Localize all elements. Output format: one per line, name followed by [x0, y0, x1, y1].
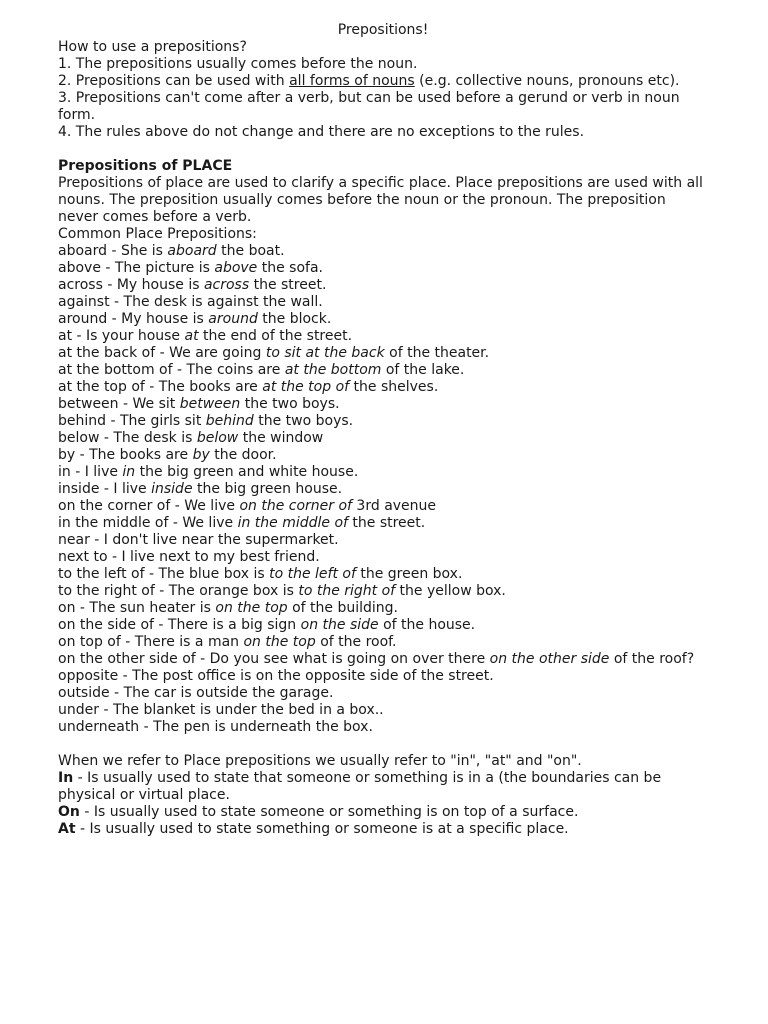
- list-item-text: on the corner of - We live: [58, 498, 240, 514]
- list-item-text-end: of the house.: [378, 617, 476, 633]
- list-item-emphasis: to sit at the back: [265, 345, 385, 361]
- list-item-emphasis: on the corner of: [239, 498, 352, 514]
- list-item-text-end: of the lake.: [381, 362, 465, 378]
- list-item: [58, 464, 708, 481]
- list-item-emphasis: on the other side: [489, 651, 610, 667]
- summary-on: [58, 804, 708, 821]
- list-item: [58, 532, 708, 549]
- list-item-emphasis: around: [208, 311, 258, 327]
- list-item-text: in the middle of - We live: [58, 515, 238, 531]
- list-item-emphasis: behind: [205, 413, 254, 429]
- list-item-text: under - The blanket is under the bed in a box..: [58, 702, 384, 718]
- list-item-text: next to - I live next to my best friend.: [58, 549, 320, 565]
- document-page: [58, 22, 708, 838]
- list-item-text-end: the end of the street.: [198, 328, 353, 344]
- list-item-text: on top of - There is a man: [58, 634, 244, 650]
- summary-in: [58, 770, 708, 804]
- list-item: [58, 413, 708, 430]
- list-item-emphasis: in the middle of: [237, 515, 348, 531]
- list-item-text: at - Is your house: [58, 328, 185, 344]
- list-item-text: around - My house is: [58, 311, 209, 327]
- rule-2: [58, 73, 708, 90]
- list-item: [58, 243, 708, 260]
- rule-2-post: (e.g. collective nouns, pronouns etc).: [414, 73, 680, 89]
- list-item-text-end: the street.: [347, 515, 426, 531]
- list-item: [58, 583, 708, 600]
- list-item-text: between - We sit: [58, 396, 180, 412]
- list-item-text-end: the sofa.: [257, 260, 323, 276]
- list-item-emphasis: inside: [151, 481, 193, 497]
- list-item-text: underneath - The pen is underneath the box.: [58, 719, 373, 735]
- list-item-text-end: the big green house.: [192, 481, 343, 497]
- list-item: [58, 311, 708, 328]
- section-heading-place: Prepositions of PLACE: [58, 158, 233, 174]
- list-item-text: behind - The girls sit: [58, 413, 206, 429]
- place-preposition-list: [58, 243, 708, 736]
- list-item-emphasis: on the top: [215, 600, 288, 616]
- list-item-text-end: the block.: [257, 311, 332, 327]
- list-item-text-end: the window: [238, 430, 324, 446]
- summary-in-term: In: [58, 770, 74, 786]
- list-item: [58, 260, 708, 277]
- list-item-text: on - The sun heater is: [58, 600, 216, 616]
- list-item-text: outside - The car is outside the garage.: [58, 685, 334, 701]
- list-item: [58, 702, 708, 719]
- list-item-text-end: of the roof?: [609, 651, 695, 667]
- intro-question: How to use a prepositions?: [58, 39, 247, 55]
- list-item-text-end: the yellow box.: [395, 583, 506, 599]
- list-item-emphasis: in: [122, 464, 136, 480]
- list-item: [58, 549, 708, 566]
- summary-at: [58, 821, 708, 838]
- list-item: [58, 617, 708, 634]
- list-item-emphasis: on the side: [300, 617, 379, 633]
- list-item-emphasis: between: [179, 396, 241, 412]
- list-item-text-end: of the roof.: [315, 634, 397, 650]
- summary-at-term: At: [58, 821, 76, 837]
- rule-1: 1. The prepositions usually comes before the noun.: [58, 56, 418, 72]
- list-item-emphasis: above: [214, 260, 258, 276]
- list-item-text-end: the big green and white house.: [135, 464, 359, 480]
- list-item: [58, 481, 708, 498]
- summary-on-text: - Is usually used to state someone or something is on top of a surface.: [79, 804, 579, 820]
- list-item-text: to the left of - The blue box is: [58, 566, 270, 582]
- summary-lead: When we refer to Place prepositions we usually refer to "in", "at" and "on".: [58, 753, 582, 769]
- summary-in-text: - Is usually used to state that someone or something is in a (the boundaries can be physical or virtual place.: [58, 770, 662, 803]
- spacer: [58, 141, 708, 158]
- list-item: [58, 651, 708, 668]
- list-item-text: aboard - She is: [58, 243, 168, 259]
- list-item-emphasis: by: [192, 447, 210, 463]
- list-item-emphasis: at: [184, 328, 199, 344]
- summary-at-text: - Is usually used to state something or someone is at a specific place.: [75, 821, 569, 837]
- list-item-text: at the back of - We are going: [58, 345, 266, 361]
- list-item: [58, 430, 708, 447]
- list-item-text: on the side of - There is a big sign: [58, 617, 301, 633]
- list-item-text-end: the two boys.: [240, 396, 340, 412]
- list-item-text-end: the street.: [249, 277, 327, 293]
- spacer: [58, 736, 708, 753]
- list-item-text: above - The picture is: [58, 260, 215, 276]
- list-item: [58, 515, 708, 532]
- list-item-emphasis: below: [196, 430, 239, 446]
- list-item-text-end: the door.: [209, 447, 277, 463]
- place-list-label: Common Place Prepositions:: [58, 226, 257, 242]
- list-item-text: opposite - The post office is on the opposite side of the street.: [58, 668, 494, 684]
- list-item: [58, 668, 708, 685]
- place-description: Prepositions of place are used to clarify a specific place. Place prepositions are used with all nouns. The preposition usually comes before the noun or the pronoun. The preposition never comes before a verb.: [58, 175, 703, 225]
- list-item-text-end: of the theater.: [384, 345, 490, 361]
- list-item-text-end: the green box.: [355, 566, 463, 582]
- list-item: [58, 634, 708, 651]
- list-item-text: on the other side of - Do you see what is going on over there: [58, 651, 490, 667]
- list-item: [58, 566, 708, 583]
- rule-4: 4. The rules above do not change and there are no exceptions to the rules.: [58, 124, 585, 140]
- list-item-emphasis: to the left of: [269, 566, 356, 582]
- list-item: [58, 498, 708, 515]
- list-item-emphasis: at the top of: [262, 379, 350, 395]
- list-item-text-end: of the building.: [287, 600, 399, 616]
- list-item-text: across - My house is: [58, 277, 204, 293]
- rule-2-underlined: all forms of nouns: [289, 73, 415, 89]
- list-item-text-end: the boat.: [216, 243, 285, 259]
- summary-on-term: On: [58, 804, 80, 820]
- document-title: Prepositions!: [337, 22, 429, 38]
- list-item-text: against - The desk is against the wall.: [58, 294, 323, 310]
- list-item-text: at the top of - The books are: [58, 379, 263, 395]
- list-item-emphasis: at the bottom: [284, 362, 382, 378]
- list-item-emphasis: to the right of: [298, 583, 396, 599]
- rule-3: 3. Prepositions can't come after a verb, but can be used before a gerund or verb in noun form.: [58, 90, 680, 123]
- list-item-emphasis: across: [203, 277, 250, 293]
- list-item-text: inside - I live: [58, 481, 152, 497]
- list-item-text: near - I don't live near the supermarket.: [58, 532, 339, 548]
- list-item: [58, 447, 708, 464]
- list-item: [58, 685, 708, 702]
- list-item: [58, 345, 708, 362]
- list-item-text-end: the shelves.: [349, 379, 439, 395]
- list-item: [58, 277, 708, 294]
- list-item: [58, 396, 708, 413]
- list-item-text: by - The books are: [58, 447, 193, 463]
- list-item: [58, 328, 708, 345]
- list-item-emphasis: on the top: [243, 634, 316, 650]
- list-item-text-end: 3rd avenue: [351, 498, 437, 514]
- list-item-emphasis: aboard: [167, 243, 217, 259]
- list-item-text: in - I live: [58, 464, 123, 480]
- list-item-text-end: the two boys.: [253, 413, 354, 429]
- list-item: [58, 294, 708, 311]
- list-item-text: at the bottom of - The coins are: [58, 362, 285, 378]
- list-item-text: to the right of - The orange box is: [58, 583, 299, 599]
- list-item: [58, 719, 708, 736]
- list-item: [58, 600, 708, 617]
- list-item: [58, 362, 708, 379]
- list-item: [58, 379, 708, 396]
- rule-2-pre: 2. Prepositions can be used with: [58, 73, 290, 89]
- list-item-text: below - The desk is: [58, 430, 197, 446]
